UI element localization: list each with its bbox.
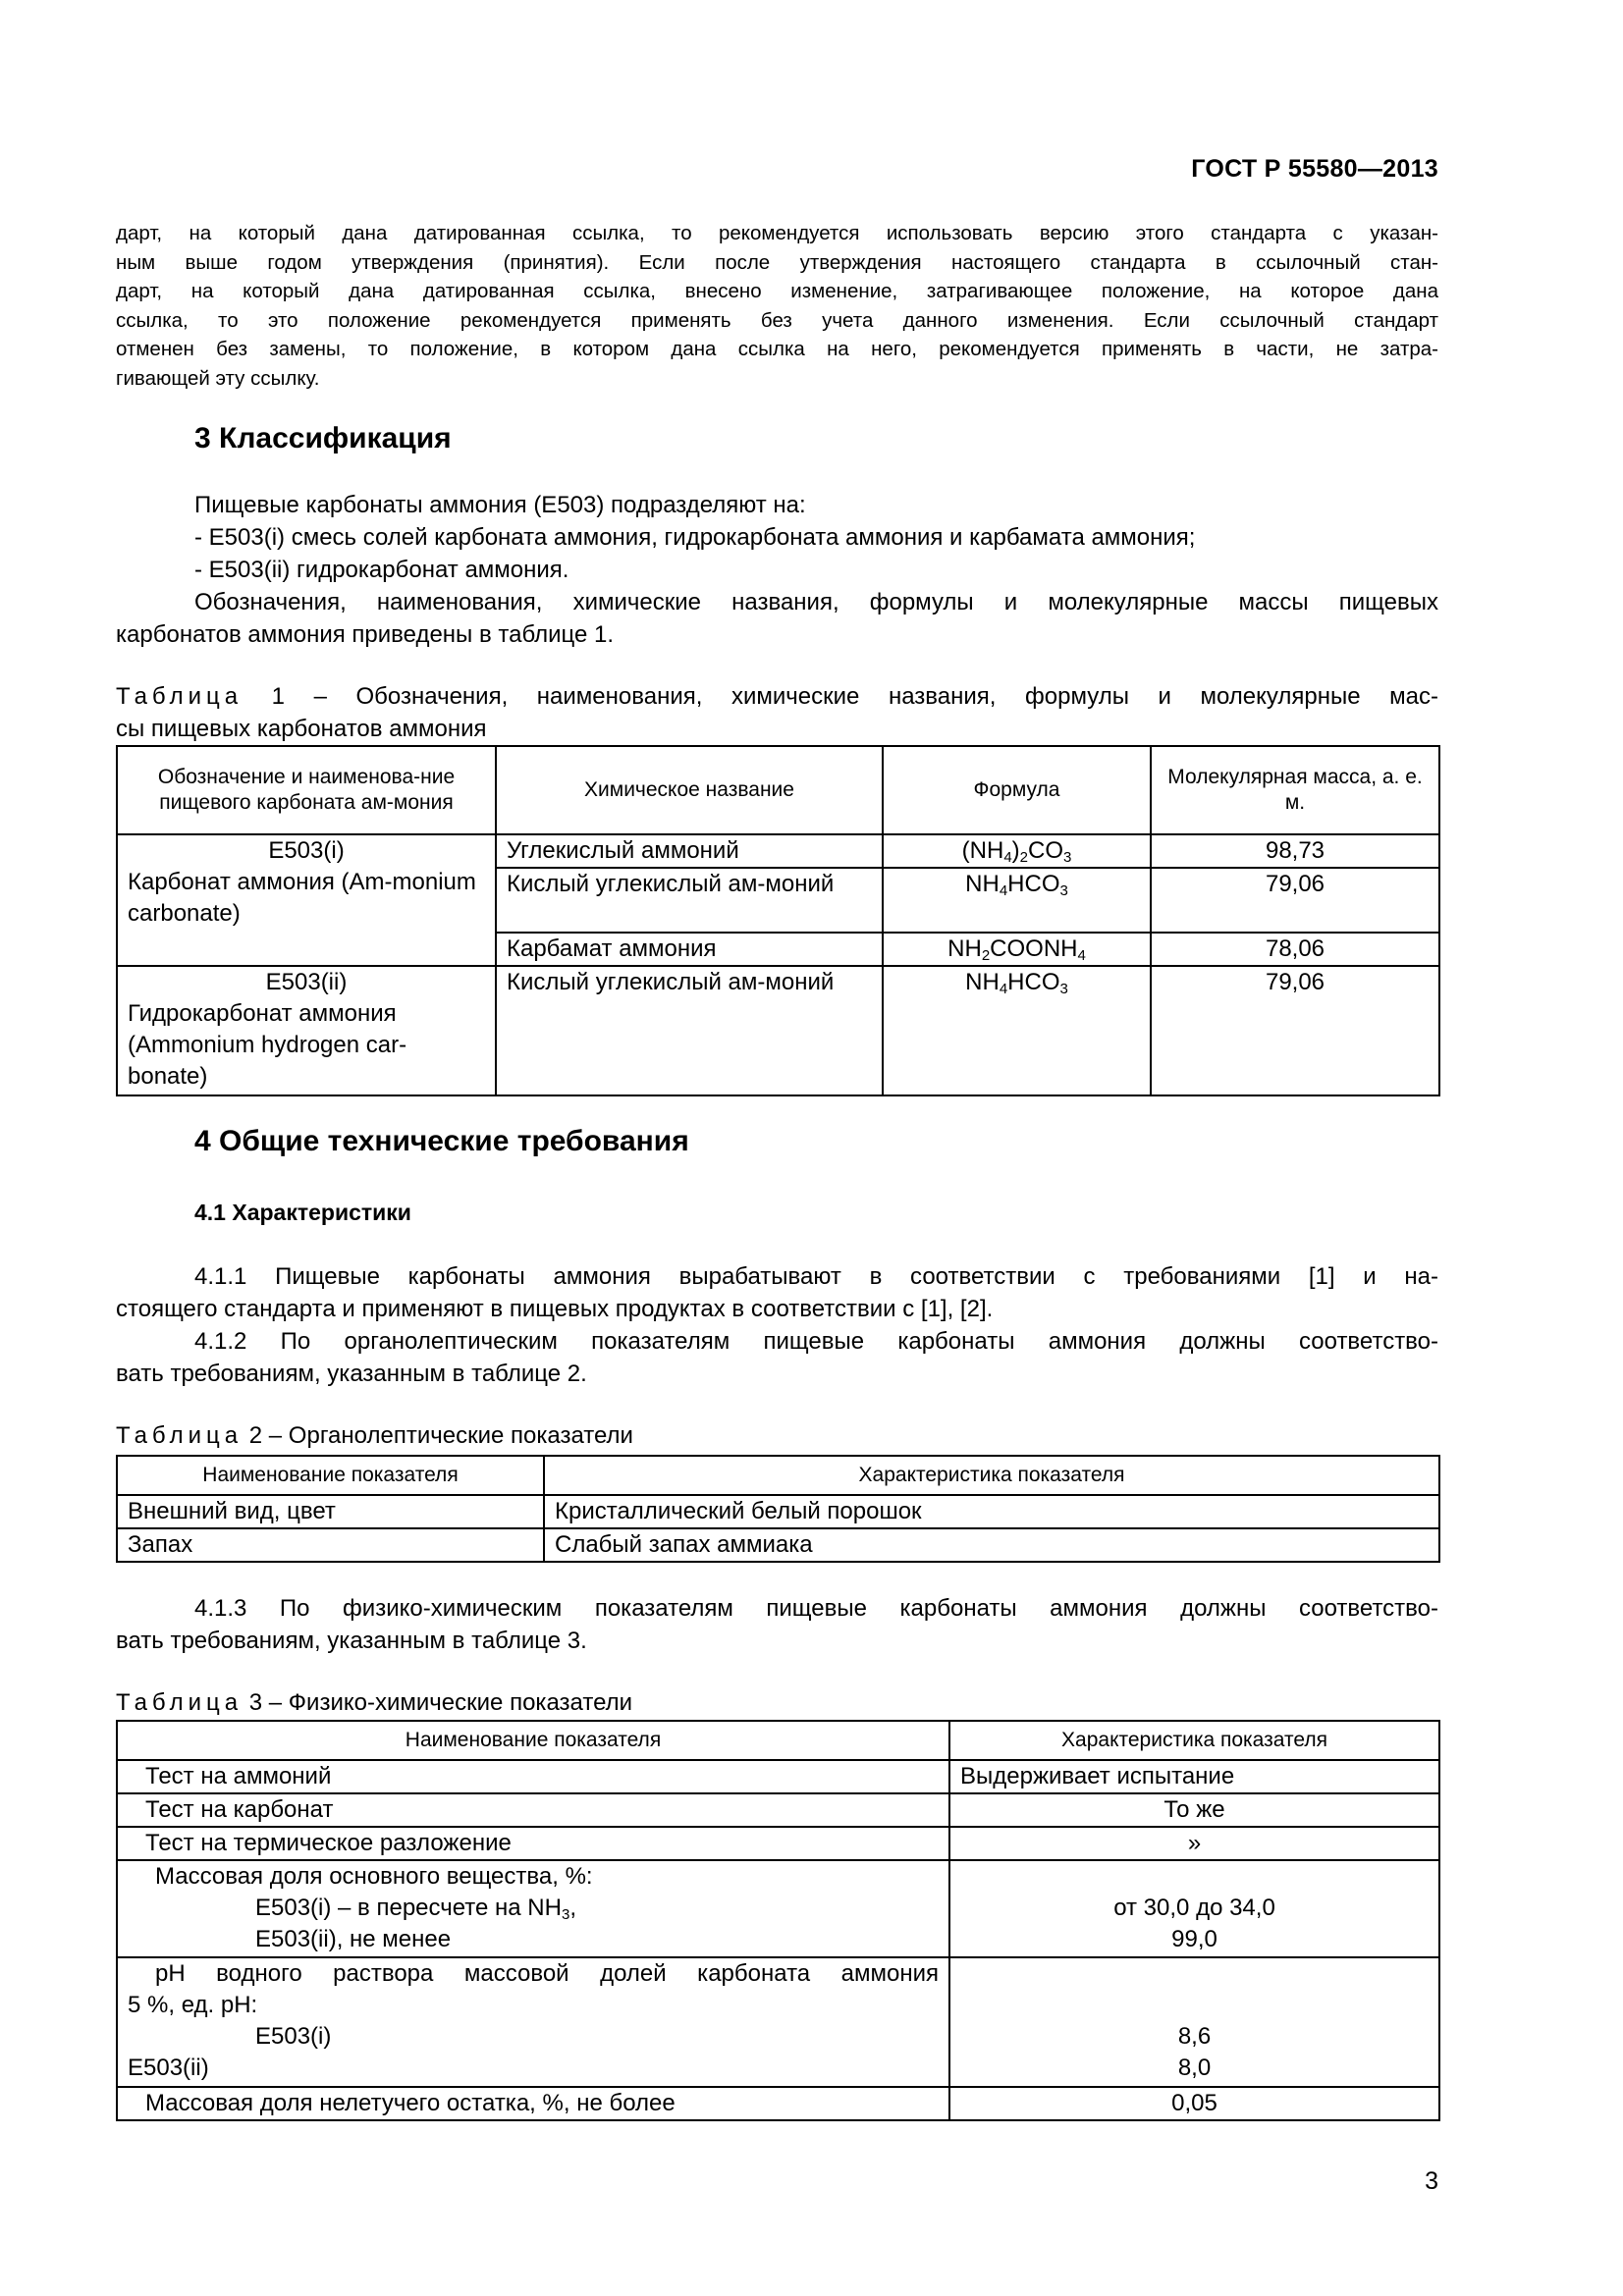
subsection-4-1-title: 4.1 Характеристики [194, 1200, 411, 1225]
table-3 [116, 1720, 1440, 2121]
table-row [117, 1760, 1439, 1793]
table-row [117, 1860, 1439, 1957]
cell-line [128, 1893, 939, 1924]
table-cell: » [949, 1827, 1439, 1860]
cell-line: 99,0 [1171, 1926, 1217, 1952]
table-cell [949, 1957, 1439, 2087]
text-line: Обозначения, наименования, химические названия, формулы и молекулярные массы пищевых [194, 589, 1438, 615]
text-line: - Е503(i) смесь солей карбоната аммония, гидрокарбоната аммония и карбамата аммония; [194, 524, 1196, 551]
mass-cell: 78,06 [1151, 933, 1439, 966]
cell-line [960, 1861, 1429, 1893]
chem-name-cell: Карбамат аммония [496, 933, 883, 966]
table-cell: 0,05 [949, 2087, 1439, 2120]
text-line: карбонатов аммония приведены в таблице 1. [116, 621, 615, 648]
text-line: 4.1.2 По органолептическим показателям пищевые карбонаты аммония должны соответство- [194, 1328, 1438, 1355]
formula-cell: $NH_4HCO_3$ [883, 966, 1151, 1095]
table-3-caption [116, 1686, 1438, 1719]
text-line: ным выше годом утверждения (принятия). Если после утверждения настоящего стандарта в ссылочный стан- [116, 250, 1438, 274]
cell-line [960, 1958, 1429, 1990]
paragraph-4-1-1 [116, 1260, 1438, 1325]
group-name: Карбонат аммония (Am-monium carbonate) [128, 869, 476, 927]
paragraph-4-1-2 [116, 1325, 1438, 1390]
table-cell: Кристаллический белый порошок [544, 1495, 1439, 1528]
text-line: дарт, на который дана датированная ссылка, то рекомендуется использовать версию этого стандарта с указан- [116, 222, 1438, 244]
table-2-caption [116, 1419, 1438, 1452]
chem-name-cell: Углекислый аммоний [496, 834, 883, 868]
table-row [117, 1827, 1439, 1860]
cell-line: 8,6 [1177, 2023, 1212, 2050]
table-cell: Тест на карбонат [117, 1793, 949, 1827]
caption-line: сы пищевых карбонатов аммония [116, 716, 487, 742]
caption-text: 1 – Обозначения, наименования, химические названия, формулы и молекулярные мас- [243, 683, 1438, 710]
table-header-cell: Обозначение и наименова-ние пищевого карбоната ам-мония [117, 746, 496, 834]
paragraph-4-1-3 [116, 1592, 1438, 1657]
cell-text: Е503(i) – в пересчете на NH [255, 1895, 562, 1921]
cell-text: , [569, 1895, 576, 1921]
table-header-row [117, 1721, 1439, 1760]
text-line: вать требованиям, указанным в таблице 2. [116, 1361, 587, 1387]
cell-line: 8,0 [1177, 2055, 1212, 2081]
formula-cell: $NH_2COONH_4$ [883, 933, 1151, 966]
formula-cell: $(NH_4)_2CO_3$ [883, 834, 1151, 868]
cell-line: Массовая доля основного вещества, %: [155, 1863, 593, 1890]
table-header-cell: Характеристика показателя [949, 1721, 1439, 1760]
mass-cell: 79,06 [1151, 966, 1439, 1095]
section-3-body [116, 489, 1438, 651]
document-header: ГОСТ Р 55580—2013 [1191, 155, 1438, 183]
table-1 [116, 745, 1440, 1096]
formula-cell: $NH_4HCO_3$ [883, 868, 1151, 933]
table-cell: Выдерживает испытание [949, 1760, 1439, 1793]
cell-line: от 30,0 до 34,0 [1113, 1895, 1275, 1921]
table-cell: Массовая доля нелетучего остатка, %, не более [117, 2087, 949, 2120]
table-header-cell: Наименование показателя [117, 1456, 544, 1495]
text-line: ссылка, то это положение рекомендуется применять без учета данного изменения. Если ссылочный стандарт [116, 308, 1438, 332]
caption-label: Таблица [116, 1422, 243, 1449]
text-line: стоящего стандарта и применяют в пищевых продуктах в соответствии с [1], [2]. [116, 1296, 994, 1322]
cell-line: рН водного раствора массовой долей карбоната аммония [155, 1960, 939, 1987]
group-cell [117, 834, 496, 966]
subscript: 3 [561, 1906, 570, 1923]
table-row [117, 834, 1439, 868]
mass-cell: 79,06 [1151, 868, 1439, 933]
group-code: Е503(ii) [265, 969, 348, 995]
table-cell [117, 1860, 949, 1957]
caption-text: 2 – Органолептические показатели [243, 1422, 633, 1449]
cell-line: Е503(i) [255, 2023, 332, 2050]
cell-line [960, 1990, 1429, 2021]
text-line: 4.1.3 По физико-химическим показателям пищевые карбонаты аммония должны соответство- [194, 1595, 1438, 1622]
text-line: дарт, на который дана датированная ссылка, внесено изменение, затрагивающее положение, на которое дана [116, 280, 1438, 302]
section-3-title: 3 Классификация [194, 422, 452, 454]
caption-label: Таблица [116, 683, 243, 710]
table-cell [949, 1860, 1439, 1957]
table-cell: Слабый запах аммиака [544, 1528, 1439, 1562]
group-cell [117, 966, 496, 1095]
mass-cell: 98,73 [1151, 834, 1439, 868]
text-line: 4.1.1 Пищевые карбонаты аммония вырабатывают в соответствии с требованиями [1] и на- [194, 1263, 1438, 1290]
intro-paragraph [116, 219, 1438, 393]
table-cell: Внешний вид, цвет [117, 1495, 544, 1528]
table-header-cell: Характеристика показателя [544, 1456, 1439, 1495]
caption-label: Таблица [116, 1689, 243, 1716]
table-header-row [117, 1456, 1439, 1495]
table-header-row [117, 746, 1439, 834]
page-number: 3 [1425, 2167, 1438, 2195]
table-row [117, 966, 1439, 1095]
table-header-cell: Химическое название [496, 746, 883, 834]
cell-line: Е503(ii) [128, 2055, 209, 2081]
table-cell [117, 1957, 949, 2087]
section-4-title: 4 Общие технические требования [194, 1125, 689, 1157]
table-row [117, 1793, 1439, 1827]
table-row [117, 1957, 1439, 2087]
cell-line: 5 %, ед. рН: [128, 1992, 258, 2018]
text-line: - Е503(ii) гидрокарбонат аммония. [194, 557, 569, 583]
table-cell: То же [949, 1793, 1439, 1827]
table-row [117, 1495, 1439, 1528]
table-cell: Тест на аммоний [117, 1760, 949, 1793]
table-cell: Тест на термическое разложение [117, 1827, 949, 1860]
text-line: отменен без замены, то положение, в котором дана ссылка на него, рекомендуется применять в части, не затра- [116, 338, 1438, 360]
chem-name-cell: Кислый углекислый ам-моний [496, 868, 883, 933]
table-2 [116, 1455, 1440, 1563]
table-header-cell: Молекулярная масса, а. е. м. [1151, 746, 1439, 834]
caption-text: 3 – Физико-химические показатели [243, 1689, 633, 1716]
text-line: гивающей эту ссылку. [116, 366, 320, 390]
cell-line: Е503(ii), не менее [255, 1926, 452, 1952]
table-1-caption [116, 680, 1438, 745]
table-header-cell: Наименование показателя [117, 1721, 949, 1760]
caption-line [116, 680, 1438, 713]
group-name: Гидрокарбонат аммония (Ammonium hydrogen car-bonate) [128, 1000, 407, 1090]
group-code: Е503(i) [268, 837, 345, 864]
table-row [117, 1528, 1439, 1562]
table-row [117, 2087, 1439, 2120]
table-cell: Запах [117, 1528, 544, 1562]
chem-name-cell: Кислый углекислый ам-моний [496, 966, 883, 1095]
text-line: вать требованиям, указанным в таблице 3. [116, 1628, 587, 1654]
table-header-cell: Формула [883, 746, 1151, 834]
text-line: Пищевые карбонаты аммония (Е503) подразделяют на: [194, 492, 806, 518]
